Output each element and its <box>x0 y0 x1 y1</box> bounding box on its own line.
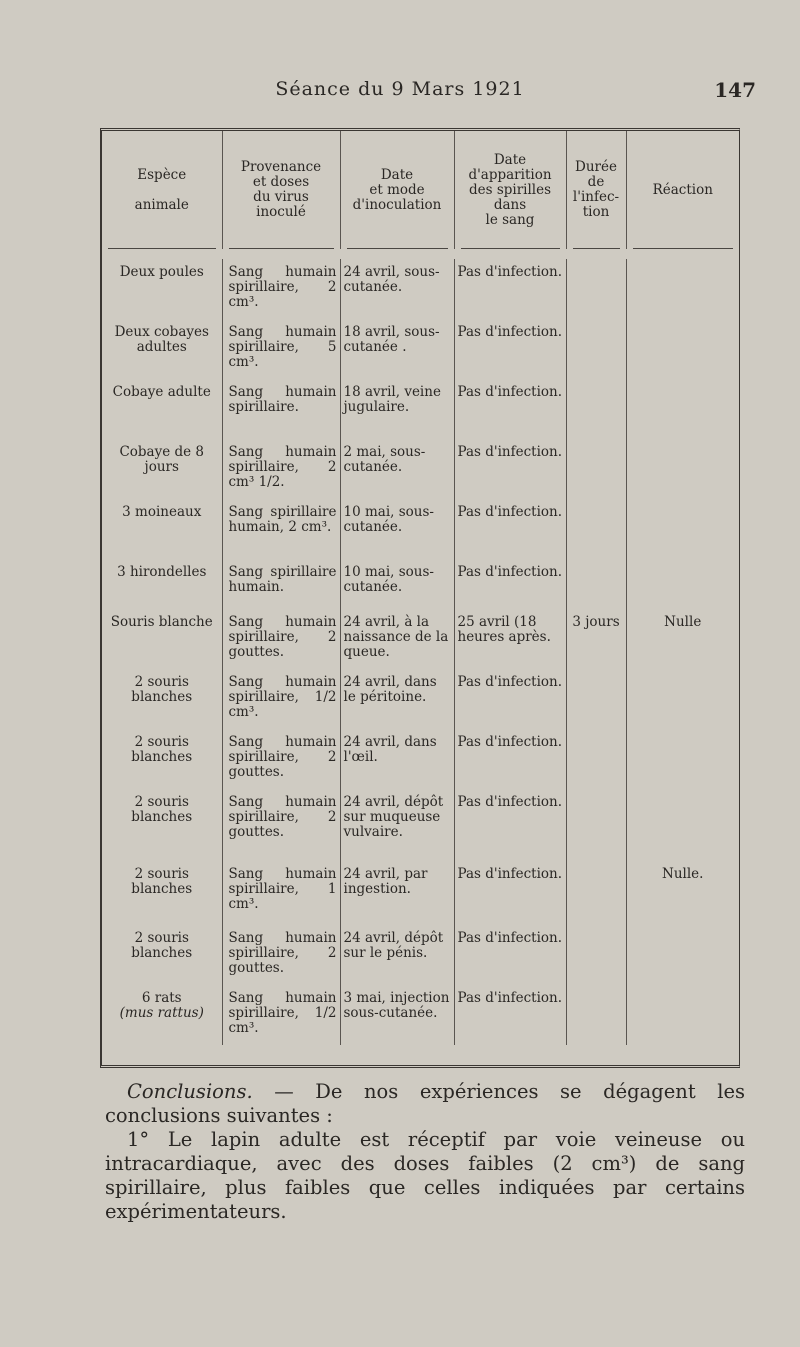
cell-text: 10 mai, sous-cutanée. <box>343 564 434 595</box>
cell-provenance <box>222 439 340 499</box>
header-date-apparition: Date d'apparition des spirilles dans le sang <box>454 131 566 249</box>
cell-text: Sang humain spirillaire, 2 gouttes. <box>228 794 337 840</box>
cell-text: 25 avril (18 heures après. <box>457 614 551 645</box>
cell-text: 2 souris blanches <box>131 674 193 705</box>
table-row <box>102 559 739 609</box>
cell-text: 24 avril, par ingestion. <box>343 866 428 897</box>
cell-duree <box>566 379 626 439</box>
cell-apparition <box>454 861 566 925</box>
cell-text: 24 avril, dépôt sur le pénis. <box>343 930 444 961</box>
cell-text: Pas d'infection. <box>457 866 563 882</box>
cell-date-mode <box>340 861 454 925</box>
cell-apparition <box>454 729 566 789</box>
header-reaction: Réaction <box>626 131 739 249</box>
cell-reaction <box>626 669 739 729</box>
cell-provenance <box>222 985 340 1045</box>
cell-apparition <box>454 319 566 379</box>
table-row <box>102 985 739 1045</box>
cell-date-mode <box>340 729 454 789</box>
cell-apparition <box>454 789 566 861</box>
cell-text: Souris blanche <box>110 614 213 630</box>
cell-provenance <box>222 861 340 925</box>
header-provenance: Provenance et doses du virus inoculé <box>222 131 340 249</box>
cell-text: Pas d'infection. <box>457 564 563 580</box>
conclusions-intro-text: — De nos expériences se dégagent les conclusions suivantes : <box>105 1080 745 1127</box>
header-espece: Espèce animale <box>102 131 222 249</box>
cell-text: Pas d'infection. <box>457 444 563 460</box>
cell-provenance <box>222 669 340 729</box>
cell-espece <box>102 259 222 319</box>
conclusions-intro <box>105 1080 745 1128</box>
cell-espece <box>102 789 222 861</box>
cell-date-mode <box>340 319 454 379</box>
table-row <box>102 379 739 439</box>
cell-text: 2 souris blanches <box>131 794 193 825</box>
cell-text: Nulle. <box>662 866 704 882</box>
cell-text: Pas d'infection. <box>457 504 563 520</box>
cell-espece <box>102 925 222 985</box>
table-row <box>102 669 739 729</box>
cell-text: Pas d'infection. <box>457 990 563 1006</box>
cell-date-mode <box>340 609 454 669</box>
cell-espece <box>102 499 222 559</box>
header-duree: Durée de l'infec- tion <box>566 131 626 249</box>
table-row <box>102 729 739 789</box>
cell-text: 24 avril, à la naissance de la queue. <box>343 614 449 660</box>
running-title: Séance du 9 Mars 1921 <box>275 78 525 100</box>
cell-apparition <box>454 985 566 1045</box>
cell-reaction <box>626 925 739 985</box>
cell-text: Pas d'infection. <box>457 734 563 750</box>
cell-duree <box>566 669 626 729</box>
cell-text: 10 mai, sous-cutanée. <box>343 504 434 535</box>
cell-reaction <box>626 259 739 319</box>
cell-date-mode <box>340 985 454 1045</box>
cell-provenance <box>222 259 340 319</box>
cell-text: Sang humain spirillaire, 2 gouttes. <box>228 930 337 976</box>
cell-reaction <box>626 319 739 379</box>
cell-text: Sang spirillaire humain, 2 cm³. <box>228 504 337 535</box>
cell-text: 24 avril, sous-cutanée. <box>343 264 440 295</box>
cell-text: Pas d'infection. <box>457 674 563 690</box>
cell-espece <box>102 861 222 925</box>
cell-text: 18 avril, sous-cutanée . <box>343 324 440 355</box>
cell-text: Sang humain spirillaire, 1/2 cm³. <box>228 990 337 1036</box>
cell-reaction <box>626 379 739 439</box>
cell-provenance <box>222 499 340 559</box>
cell-reaction <box>626 609 739 669</box>
cell-text: Cobaye de 8 jours <box>119 444 205 475</box>
cell-text: Sang humain spirillaire. <box>228 384 337 415</box>
cell-duree <box>566 259 626 319</box>
cell-reaction <box>626 985 739 1045</box>
cell-text: Sang humain spirillaire, 2 gouttes. <box>228 614 337 660</box>
cell-provenance <box>222 925 340 985</box>
cell-text: 18 avril, veine jugulaire. <box>343 384 441 415</box>
cell-apparition <box>454 439 566 499</box>
cell-apparition <box>454 559 566 609</box>
cell-text: Sang spirillaire humain. <box>228 564 337 595</box>
cell-provenance <box>222 789 340 861</box>
cell-reaction <box>626 789 739 861</box>
cell-espece <box>102 319 222 379</box>
cell-duree <box>566 609 626 669</box>
conclusions-lead: Conclusions. <box>127 1080 253 1103</box>
cell-date-mode <box>340 499 454 559</box>
cell-text: 24 avril, dépôt sur muqueuse vulvaire. <box>343 794 444 840</box>
conclusion-point-1: 1° Le lapin adulte est réceptif par voie veineuse ou intracardiaque, avec des doses faibles (2 cm³) de sang spirillaire, plus faibles que celles indiquées par certains expérimentateurs. <box>105 1128 745 1223</box>
cell-text: Sang humain spirillaire, 2 gouttes. <box>228 734 337 780</box>
cell-date-mode <box>340 559 454 609</box>
cell-espece <box>102 729 222 789</box>
page-number: 147 <box>714 78 756 102</box>
results-table <box>100 128 740 1068</box>
table-row <box>102 789 739 861</box>
cell-espece <box>102 609 222 669</box>
cell-duree <box>566 559 626 609</box>
cell-apparition <box>454 609 566 669</box>
cell-text: 6 rats <box>141 990 182 1006</box>
cell-text: Deux poules <box>119 264 204 280</box>
cell-provenance <box>222 319 340 379</box>
cell-date-mode <box>340 259 454 319</box>
cell-date-mode <box>340 439 454 499</box>
cell-espece <box>102 985 222 1045</box>
cell-provenance <box>222 729 340 789</box>
cell-date-mode <box>340 669 454 729</box>
cell-text: Pas d'infection. <box>457 264 563 280</box>
table-row <box>102 439 739 499</box>
cell-apparition <box>454 669 566 729</box>
cell-text: 3 hirondelles <box>117 564 207 580</box>
conclusions-section <box>105 1080 745 1224</box>
cell-text: Deux cobayes adultes <box>114 324 209 355</box>
cell-duree <box>566 789 626 861</box>
cell-espece <box>102 379 222 439</box>
cell-espece <box>102 439 222 499</box>
cell-text: Sang humain spirillaire, 2 cm³. <box>228 264 337 310</box>
species-latin-name: (mus rattus) <box>119 1005 204 1021</box>
cell-duree <box>566 985 626 1045</box>
cell-text: Sang humain spirillaire, 5 cm³. <box>228 324 337 370</box>
cell-text: Sang humain spirillaire, 1/2 cm³. <box>228 674 337 720</box>
cell-text: Pas d'infection. <box>457 324 563 340</box>
table-row <box>102 609 739 669</box>
cell-duree <box>566 439 626 499</box>
header-date-mode: Date et mode d'inoculation <box>340 131 454 249</box>
cell-text: 3 mai, injection sous-cutanée. <box>343 990 450 1021</box>
cell-provenance <box>222 379 340 439</box>
table-row <box>102 925 739 985</box>
cell-text: Sang humain spirillaire, 2 cm³ 1/2. <box>228 444 337 490</box>
cell-date-mode <box>340 379 454 439</box>
cell-apparition <box>454 499 566 559</box>
cell-date-mode <box>340 925 454 985</box>
cell-espece <box>102 669 222 729</box>
cell-text: Cobaye adulte <box>112 384 211 400</box>
cell-text: Pas d'infection. <box>457 384 563 400</box>
cell-text: 2 souris blanches <box>131 866 193 897</box>
cell-text: 24 avril, dans l'œil. <box>343 734 437 765</box>
table-row <box>102 499 739 559</box>
cell-text: 2 souris blanches <box>131 930 193 961</box>
cell-duree <box>566 925 626 985</box>
cell-text: 24 avril, dans le péritoine. <box>343 674 437 705</box>
cell-text: Pas d'infection. <box>457 794 563 810</box>
cell-apparition <box>454 259 566 319</box>
cell-text: 2 mai, sous-cutanée. <box>343 444 426 475</box>
page-header <box>0 78 800 108</box>
cell-duree <box>566 861 626 925</box>
cell-provenance <box>222 609 340 669</box>
cell-apparition <box>454 379 566 439</box>
cell-reaction <box>626 439 739 499</box>
cell-text: Pas d'infection. <box>457 930 563 946</box>
cell-reaction <box>626 499 739 559</box>
cell-duree <box>566 319 626 379</box>
table-row <box>102 319 739 379</box>
cell-duree <box>566 499 626 559</box>
cell-reaction <box>626 861 739 925</box>
cell-text: Sang humain spirillaire, 1 cm³. <box>228 866 337 912</box>
cell-reaction <box>626 559 739 609</box>
cell-text: 3 jours <box>572 614 620 630</box>
cell-apparition <box>454 925 566 985</box>
table-header-row <box>102 131 739 249</box>
cell-text: 3 moineaux <box>122 504 202 520</box>
cell-reaction <box>626 729 739 789</box>
cell-provenance <box>222 559 340 609</box>
table-row <box>102 861 739 925</box>
cell-duree <box>566 729 626 789</box>
table-row <box>102 259 739 319</box>
cell-text: 2 souris blanches <box>131 734 193 765</box>
cell-espece <box>102 559 222 609</box>
table-body <box>102 259 739 1045</box>
cell-text: Nulle <box>664 614 702 630</box>
cell-date-mode <box>340 789 454 861</box>
